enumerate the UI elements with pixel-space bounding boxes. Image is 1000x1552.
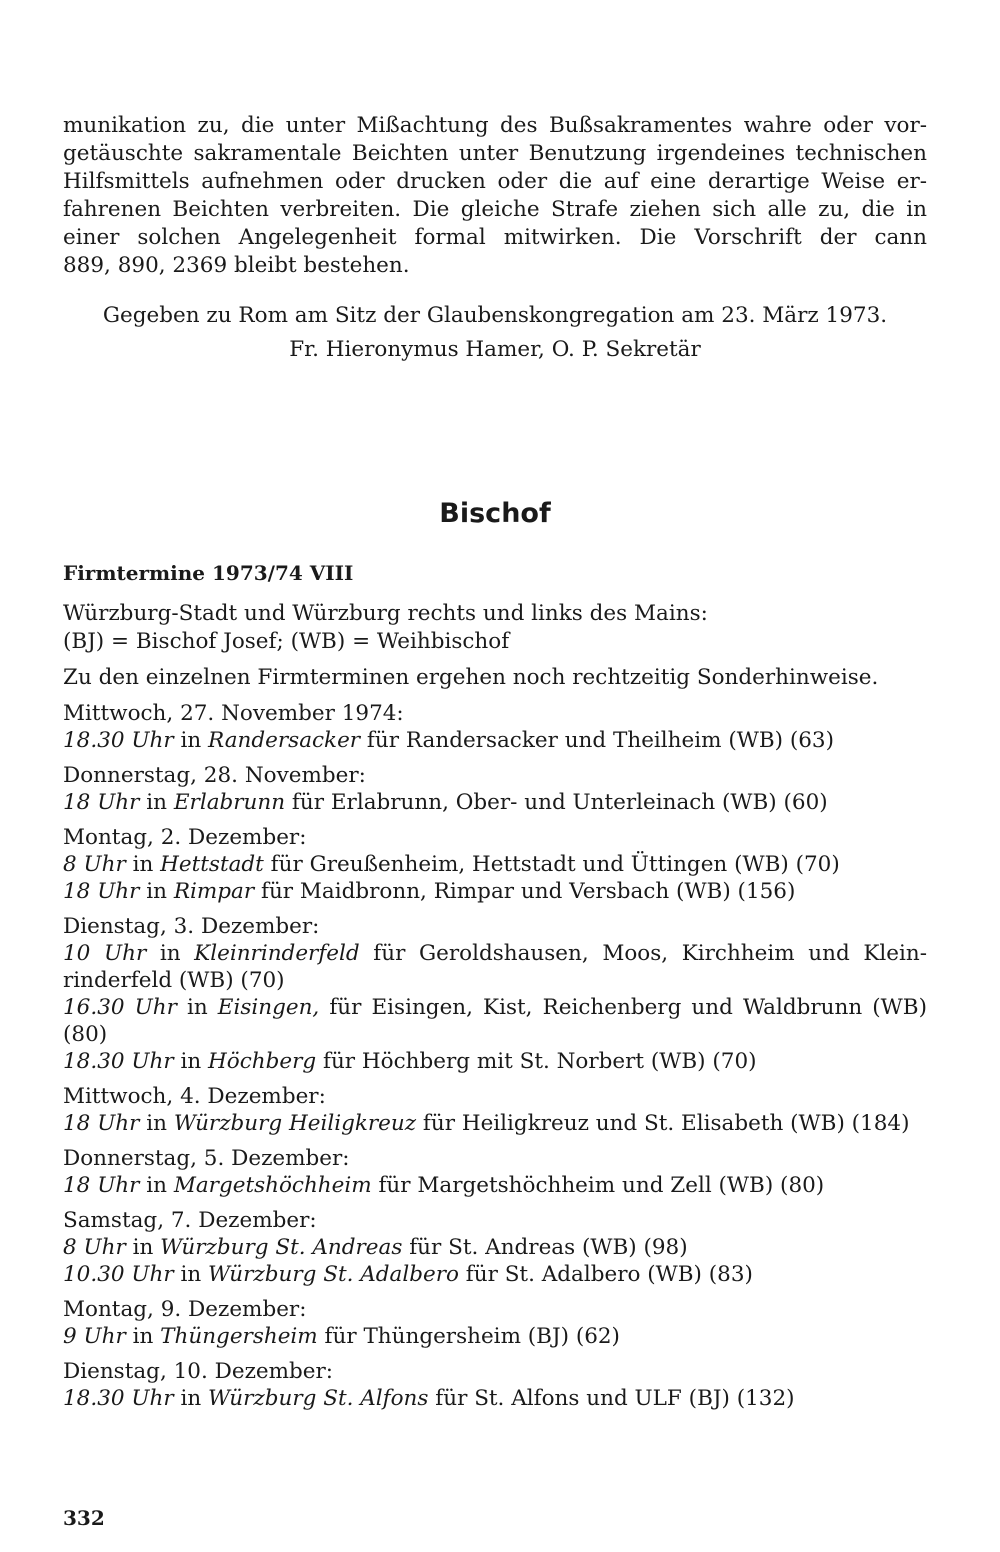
schedule-entry [63,1385,927,1412]
dated-line: Gegeben zu Rom am Sitz der Glaubenskongregation am 23. März 1973. [102,303,888,328]
entry-place: Erlabrunn [173,790,286,815]
entry-place: Randersacker [208,728,361,753]
entry-details: für Thüngersheim (BJ) (62) [317,1324,620,1349]
entry-in: in [125,852,161,877]
paragraph-line: munikation zu, die unter Mißachtung des Bußsakramentes wahre oder vor- [63,113,927,138]
intro-legend: (BJ) = Bischof Josef; (WB) = Weihbischof [63,629,510,654]
schedule-entry [63,1110,927,1137]
schedule-date: Samstag, 7. Dezember: [63,1208,317,1233]
entry-time: 18.30 Uhr [63,1049,174,1074]
schedule-entry [63,851,927,878]
entry-in: in [125,1235,161,1260]
intro [63,600,927,656]
schedule-entry [63,1234,927,1261]
schedule-day [63,1296,927,1350]
entry-time: 10.30 Uhr [63,1262,174,1287]
entry-place: Würzburg Heiligkreuz [173,1111,417,1136]
subheading: Firmtermine 1973/74 VIII [63,561,354,585]
document-page [63,112,927,1412]
entry-time: 9 Uhr [63,1324,126,1349]
entry-in: in [173,728,209,753]
entry-details: für Geroldshausen, Moos, Kirchheim und Klein- [359,941,927,966]
schedule-date: Mittwoch, 27. November 1974: [63,701,404,726]
entry-time: 18 Uhr [63,790,140,815]
schedule-entry [63,1261,927,1288]
schedule-entry [63,940,927,994]
opening-paragraph [63,112,927,280]
entry-time: 8 Uhr [63,852,126,877]
paragraph-line: Hilfsmittels aufnehmen oder drucken oder die auf eine derartige Weise er- [63,169,927,194]
entry-details: für Randersacker und Theilheim (WB) (63) [360,728,834,753]
schedule-date: Dienstag, 3. Dezember: [63,914,320,939]
entry-details: für St. Alfons und ULF (BJ) (132) [428,1386,795,1411]
paragraph-line: 889, 890, 2369 bleibt bestehen. [63,253,410,278]
entry-place: Kleinrinderfeld [194,941,360,966]
entry-in: in [139,1111,174,1136]
entry-place: Würzburg St. Andreas [160,1235,403,1260]
entry-time: 10 Uhr [63,941,147,966]
entry-in: in [173,1049,209,1074]
schedule-day [63,1145,927,1199]
entry-details: für Erlabrunn, Ober- und Unterleinach (WB) (60) [285,790,828,815]
page-number: 332 [63,1506,105,1530]
schedule-day [63,1207,927,1288]
schedule-day [63,824,927,905]
entry-place: Hettstadt [160,852,264,877]
entry-in: in [125,1324,161,1349]
signature: Fr. Hieronymus Hamer, O. P. Sekretär [289,337,701,362]
entry-time: 18 Uhr [63,1173,140,1198]
entry-details: für St. Andreas (WB) (98) [402,1235,688,1260]
schedule-date: Mittwoch, 4. Dezember: [63,1084,326,1109]
entry-details: für Greußenheim, Hettstadt und Üttingen (WB) (70) [263,852,840,877]
schedule-entry [63,878,927,905]
entry-in: in [173,1386,209,1411]
entry-place: Würzburg St. Adalbero [208,1262,459,1287]
schedule-entry [63,1172,927,1199]
schedule-day [63,762,927,816]
entry-time: 8 Uhr [63,1235,126,1260]
schedule-date: Montag, 2. Dezember: [63,825,307,850]
schedule-entry [63,994,927,1048]
entry-time: 18.30 Uhr [63,728,174,753]
schedule-entry [63,1323,927,1350]
entry-details: für Eisingen, Kist, Reichenberg und Waldbrunn (WB) [319,995,927,1020]
entry-details: für Margetshöchheim und Zell (WB) (80) [371,1173,825,1198]
entry-continuation: (80) [63,1022,108,1047]
schedule-entry [63,1048,927,1075]
schedule-date: Donnerstag, 5. Dezember: [63,1146,350,1171]
entry-place: Thüngersheim [160,1324,318,1349]
entry-time: 18.30 Uhr [63,1386,174,1411]
paragraph-line: einer solchen Angelegenheit formal mitwirken. Die Vorschrift der cann [63,225,927,250]
schedule [63,700,927,1412]
entry-time: 18 Uhr [63,879,140,904]
entry-place: Eisingen, [217,995,320,1020]
entry-details: für Höchberg mit St. Norbert (WB) (70) [316,1049,757,1074]
entry-continuation: rinderfeld (WB) (70) [63,968,285,993]
entry-in: in [139,879,174,904]
schedule-day [63,1358,927,1412]
entry-details: für St. Adalbero (WB) (83) [458,1262,753,1287]
notice: Zu den einzelnen Firmterminen ergehen noch rechtzeitig Sonderhinweise. [63,665,879,690]
section-heading: Bischof [439,498,551,529]
entry-in: in [173,1262,209,1287]
schedule-date: Dienstag, 10. Dezember: [63,1359,334,1384]
entry-time: 18 Uhr [63,1111,140,1136]
entry-time: 16.30 Uhr [63,995,177,1020]
entry-details: für Maidbronn, Rimpar und Versbach (WB) (156) [254,879,796,904]
entry-in: in [139,790,174,815]
paragraph-line: getäuschte sakramentale Beichten unter Benutzung irgendeines technischen [63,141,927,166]
schedule-day [63,700,927,754]
entry-place: Höchberg [208,1049,317,1074]
schedule-date: Donnerstag, 28. November: [63,763,366,788]
entry-in: in [146,941,195,966]
schedule-day [63,913,927,1075]
schedule-day [63,1083,927,1137]
entry-place: Margetshöchheim [173,1173,372,1198]
schedule-entry [63,727,927,754]
schedule-entry [63,789,927,816]
entry-in: in [176,995,218,1020]
schedule-date: Montag, 9. Dezember: [63,1297,307,1322]
entry-in: in [139,1173,174,1198]
entry-place: Rimpar [173,879,255,904]
paragraph-line: fahrenen Beichten verbreiten. Die gleiche Strafe ziehen sich alle zu, die in [63,197,927,222]
entry-place: Würzburg St. Alfons [208,1386,429,1411]
entry-details: für Heiligkreuz und St. Elisabeth (WB) (184) [416,1111,910,1136]
intro-line: Würzburg-Stadt und Würzburg rechts und links des Mains: [63,601,708,626]
